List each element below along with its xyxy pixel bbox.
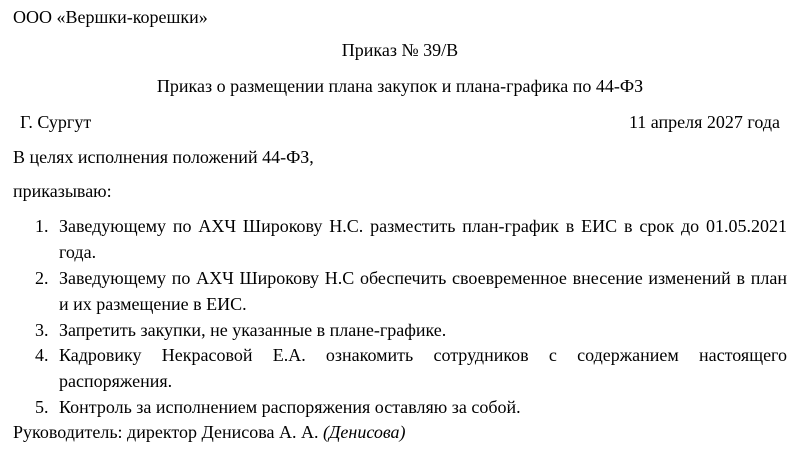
order-title: Приказ о размещении плана закупок и плана-графика по 44-ФЗ — [156, 76, 644, 96]
order-item — [35, 317, 787, 342]
order-item — [35, 265, 787, 317]
order-number: Приказ № 39/В — [341, 40, 459, 60]
order-item-text: Заведующему по АХЧ Широкову Н.С обеспечить своевременное внесение изменений в план и их размещение в ЕИС. — [59, 268, 787, 314]
city: Г. Сургут — [20, 112, 92, 132]
order-item-number: 3. — [35, 320, 49, 340]
order-item — [35, 394, 787, 420]
signature-name: (Денисова) — [322, 422, 406, 442]
order-item-number: 1. — [35, 216, 49, 236]
signature-line — [13, 423, 406, 441]
order-item-number: 4. — [35, 345, 49, 365]
order-item — [35, 342, 787, 394]
signature-label: Руководитель: директор Денисова А. А. — [13, 422, 323, 442]
order-items-list — [35, 213, 787, 420]
order-item-text: Заведующему по АХЧ Широкову Н.С. разместить план-график в ЕИС в срок до 01.05.2021 года. — [59, 216, 787, 262]
order-date: 11 апреля 2027 года — [628, 112, 780, 132]
preamble: В целях исполнения положений 44-ФЗ, — [13, 147, 314, 167]
order-item — [35, 213, 787, 265]
order-item-text: Контроль за исполнением распоряжения оставляю за собой. — [59, 397, 521, 417]
order-item-number: 2. — [35, 268, 49, 288]
decree-word: приказываю: — [13, 181, 112, 201]
organization-name: ООО «Вершки-корешки» — [13, 7, 208, 27]
order-item-number: 5. — [35, 397, 49, 417]
order-item-text: Запретить закупки, не указанные в плане-графике. — [59, 320, 447, 340]
order-item-text: Кадровику Некрасовой Е.А. ознакомить сотрудников с содержанием настоящего распоряжения. — [59, 345, 787, 391]
